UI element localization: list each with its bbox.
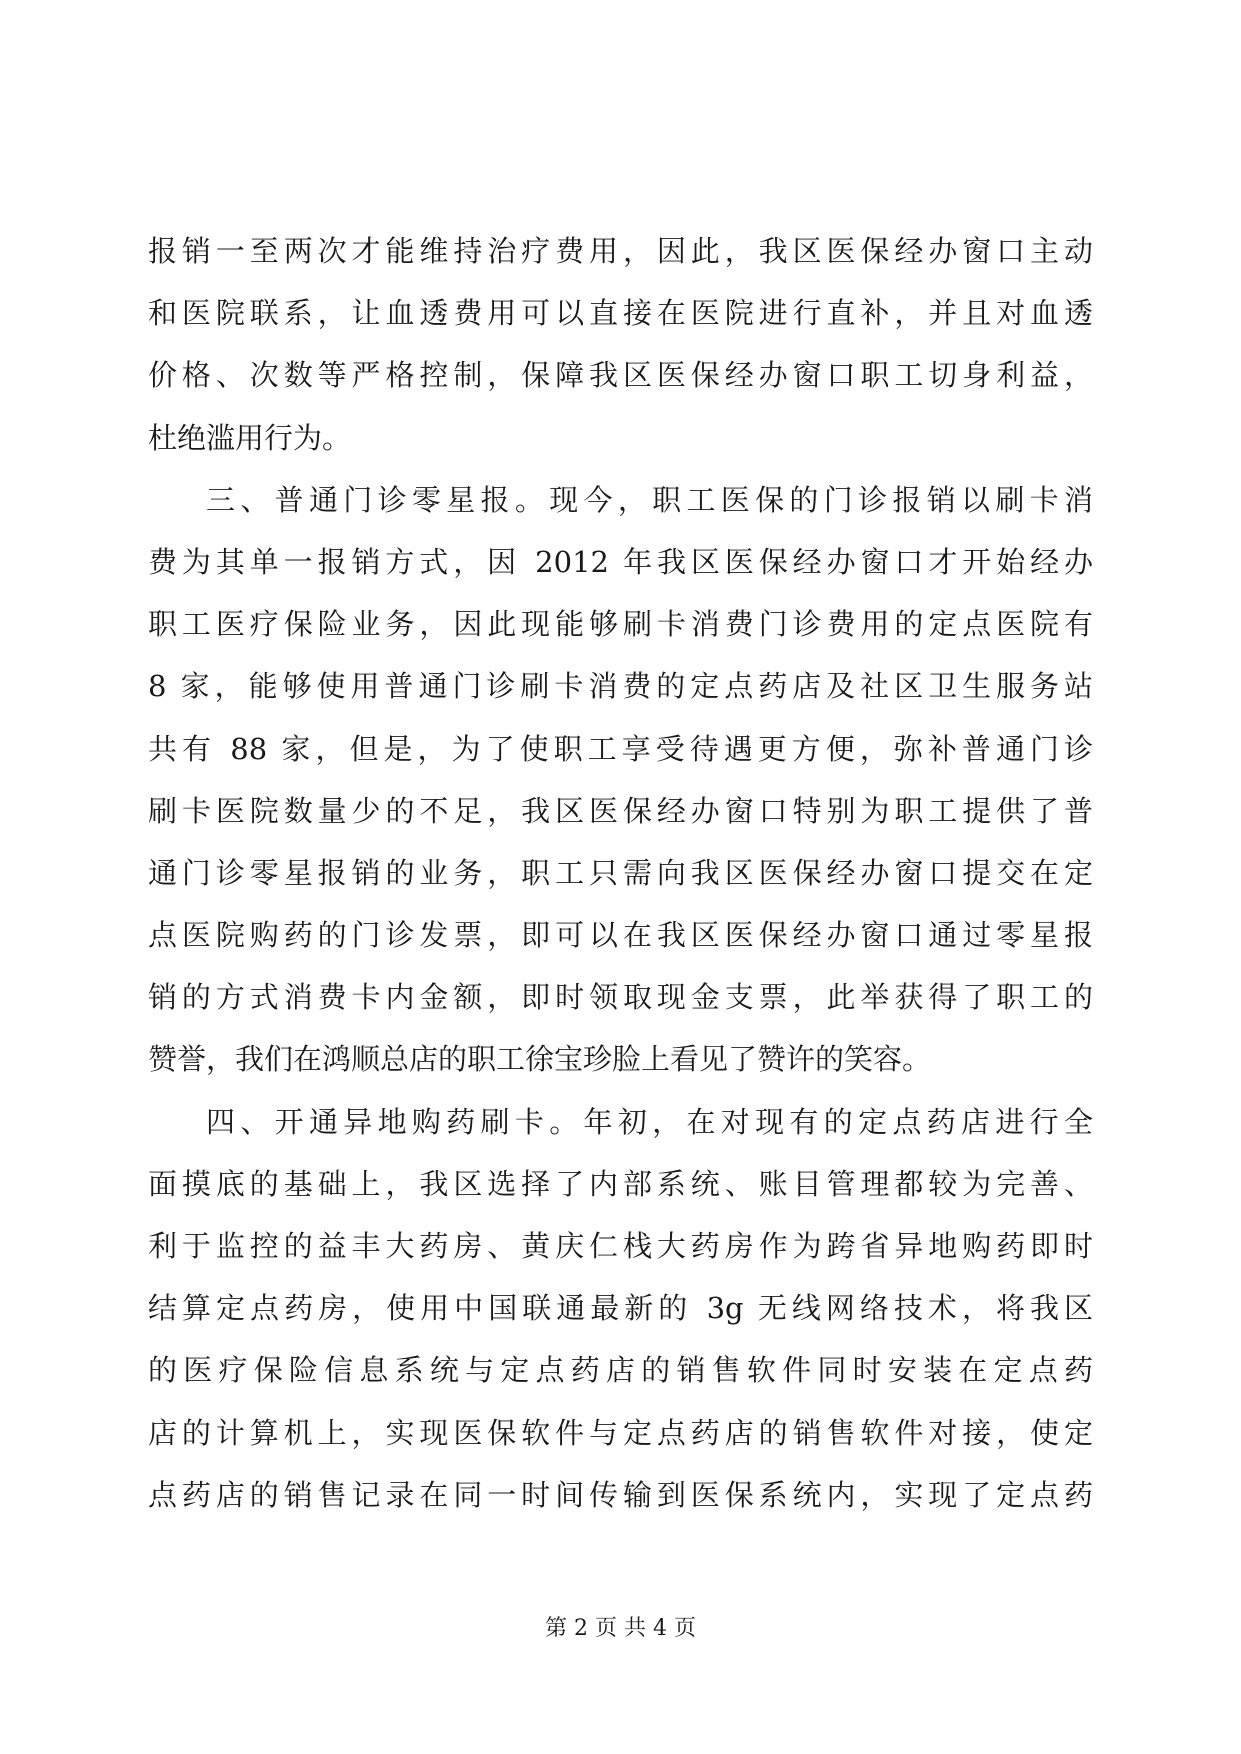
text-line: 利于监控的益丰大药房、黄庆仁栈大药房作为跨省异地购药即时 — [148, 1229, 1093, 1263]
text-line: 赞誉，我们在鸿顺总店的职工徐宝珍脸上看见了赞许的笑容。 — [148, 1042, 932, 1077]
text-line: 和医院联系，让血透费用可以直接在医院进行直补，并且对血透 — [148, 296, 1093, 331]
text-line: 点医院购药的门诊发票，即可以在我区医保经办窗口通过零星报 — [148, 918, 1093, 953]
text-line: 杜绝滥用行为。 — [148, 420, 352, 455]
text-line: 共有 88 家，但是，为了使职工享受待遇更方便，弥补普通门诊 — [148, 731, 1093, 766]
paragraph-heading-line: 四、开通异地购药刷卡。年初，在对现有的定点药店进行全 — [206, 1104, 1093, 1139]
text-line: 职工医疗保险业务，因此现能够刷卡消费门诊费用的定点医院有 — [148, 607, 1093, 642]
text-line: 8 家，能够使用普通门诊刷卡消费的定点药店及社区卫生服务站 — [148, 669, 1093, 704]
text-line: 面摸底的基础上，我区选择了内部系统、账目管理都较为完善、 — [148, 1166, 1093, 1201]
text-line: 费为其单一报销方式，因 2012 年我区医保经办窗口才开始经办 — [148, 544, 1093, 579]
text-line: 的医疗保险信息系统与定点药店的销售软件同时安装在定点药 — [148, 1353, 1093, 1388]
text-line: 刷卡医院数量少的不足，我区医保经办窗口特别为职工提供了普 — [148, 793, 1093, 828]
text-line: 通门诊零星报销的业务，职工只需向我区医保经办窗口提交在定 — [148, 855, 1093, 890]
text-line: 结算定点药房，使用中国联通最新的 3g 无线网络技术，将我区 — [148, 1291, 1093, 1326]
paragraph-heading-line: 三、普通门诊零星报。现今，职工医保的门诊报销以刷卡消 — [206, 482, 1093, 517]
document-body — [148, 220, 1093, 1526]
text-line: 店的计算机上，实现医保软件与定点药店的销售软件对接，使定 — [148, 1415, 1093, 1450]
text-line: 价格、次数等严格控制，保障我区医保经办窗口职工切身利益， — [148, 358, 1093, 393]
page-footer: 第 2 页 共 4 页 — [545, 1616, 696, 1641]
text-line: 点药店的销售记录在同一时间传输到医保系统内，实现了定点药 — [148, 1477, 1093, 1512]
text-line: 销的方式消费卡内金额，即时领取现金支票，此举获得了职工的 — [148, 980, 1093, 1015]
text-line: 报销一至两次才能维持治疗费用，因此，我区医保经办窗口主动 — [148, 234, 1093, 268]
